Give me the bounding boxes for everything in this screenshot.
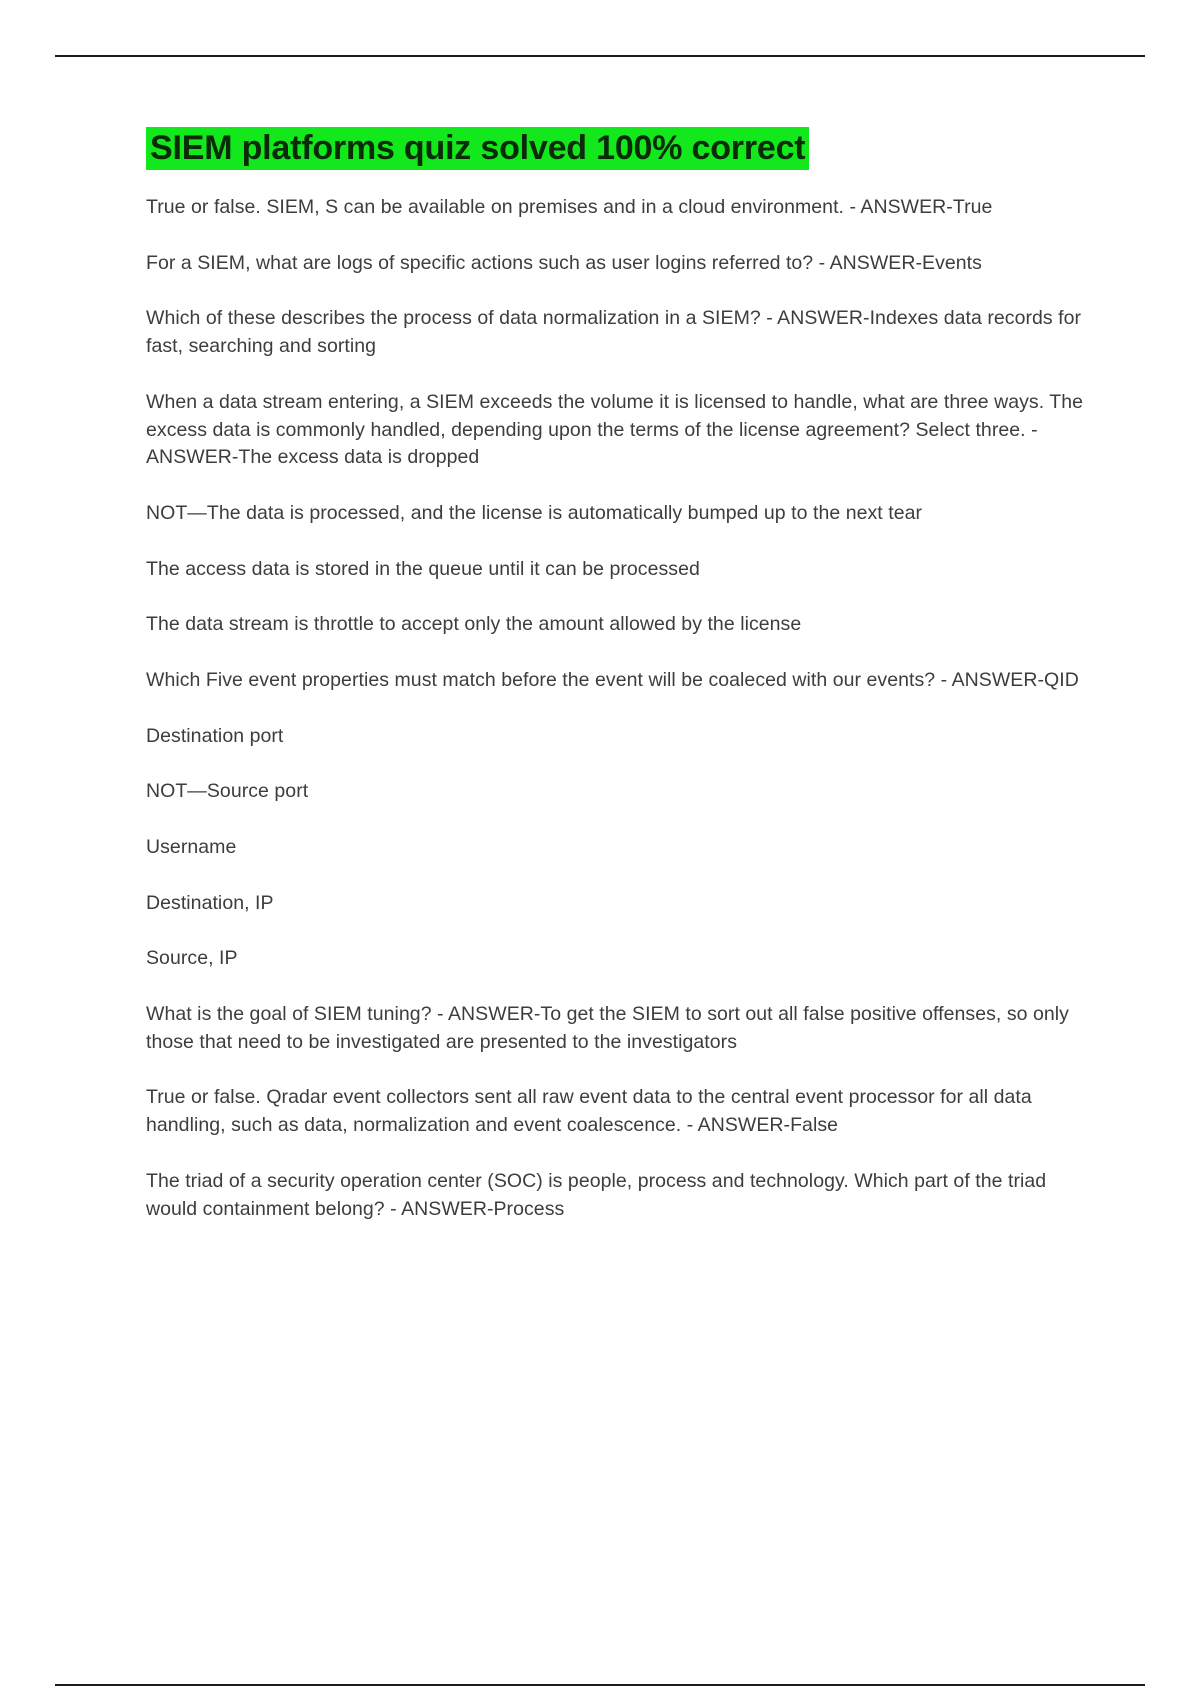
- page-bottom-divider: [55, 1684, 1145, 1686]
- qa-paragraph: Which Five event properties must match before the event will be coaleced with our events? - ANSWER-QID: [146, 668, 1079, 691]
- qa-paragraph: Username: [146, 836, 237, 859]
- qa-paragraph: NOT—The data is processed, and the license is automatically bumped up to the next tear: [146, 501, 923, 524]
- qa-paragraph: Destination port: [146, 724, 284, 747]
- qa-paragraph: The data stream is throttle to accept only the amount allowed by the license: [146, 613, 802, 636]
- page-title-highlight: SIEM platforms quiz solved 100% correct: [146, 127, 809, 170]
- qa-paragraph: When a data stream entering, a SIEM exceeds the volume it is licensed to handle, what are three ways. The excess data is commonly handled, depending upon the terms of the license agreement? Select three. - ANSWER-The excess data is dropped: [146, 390, 1084, 469]
- page-top-divider: [55, 55, 1145, 57]
- page-title: [146, 128, 1086, 168]
- paragraph-list: [146, 194, 1086, 1223]
- qa-paragraph: The access data is stored in the queue until it can be processed: [146, 557, 700, 580]
- qa-paragraph: True or false. Qradar event collectors sent all raw event data to the central event processor for all data handling, such as data, normalization and event coalescence. - ANSWER-False: [146, 1086, 1032, 1137]
- qa-paragraph: True or false. SIEM, S can be available on premises and in a cloud environment. - ANSWER-True: [146, 196, 993, 219]
- qa-paragraph: The triad of a security operation center (SOC) is people, process and technology. Which part of the triad would containment belong? - ANSWER-Process: [146, 1169, 1047, 1220]
- document-content: [146, 128, 1086, 1223]
- qa-paragraph: Destination, IP: [146, 891, 274, 914]
- qa-paragraph: What is the goal of SIEM tuning? - ANSWER-To get the SIEM to sort out all false positive offenses, so only those that need to be investigated are presented to the investigators: [146, 1003, 1069, 1053]
- qa-paragraph: Which of these describes the process of data normalization in a SIEM? - ANSWER-Indexes data records for fast, searching and sorting: [146, 307, 1082, 358]
- qa-paragraph: For a SIEM, what are logs of specific actions such as user logins referred to? - ANSWER-Events: [146, 251, 982, 274]
- qa-paragraph: Source, IP: [146, 947, 238, 970]
- qa-paragraph: NOT—Source port: [146, 780, 309, 803]
